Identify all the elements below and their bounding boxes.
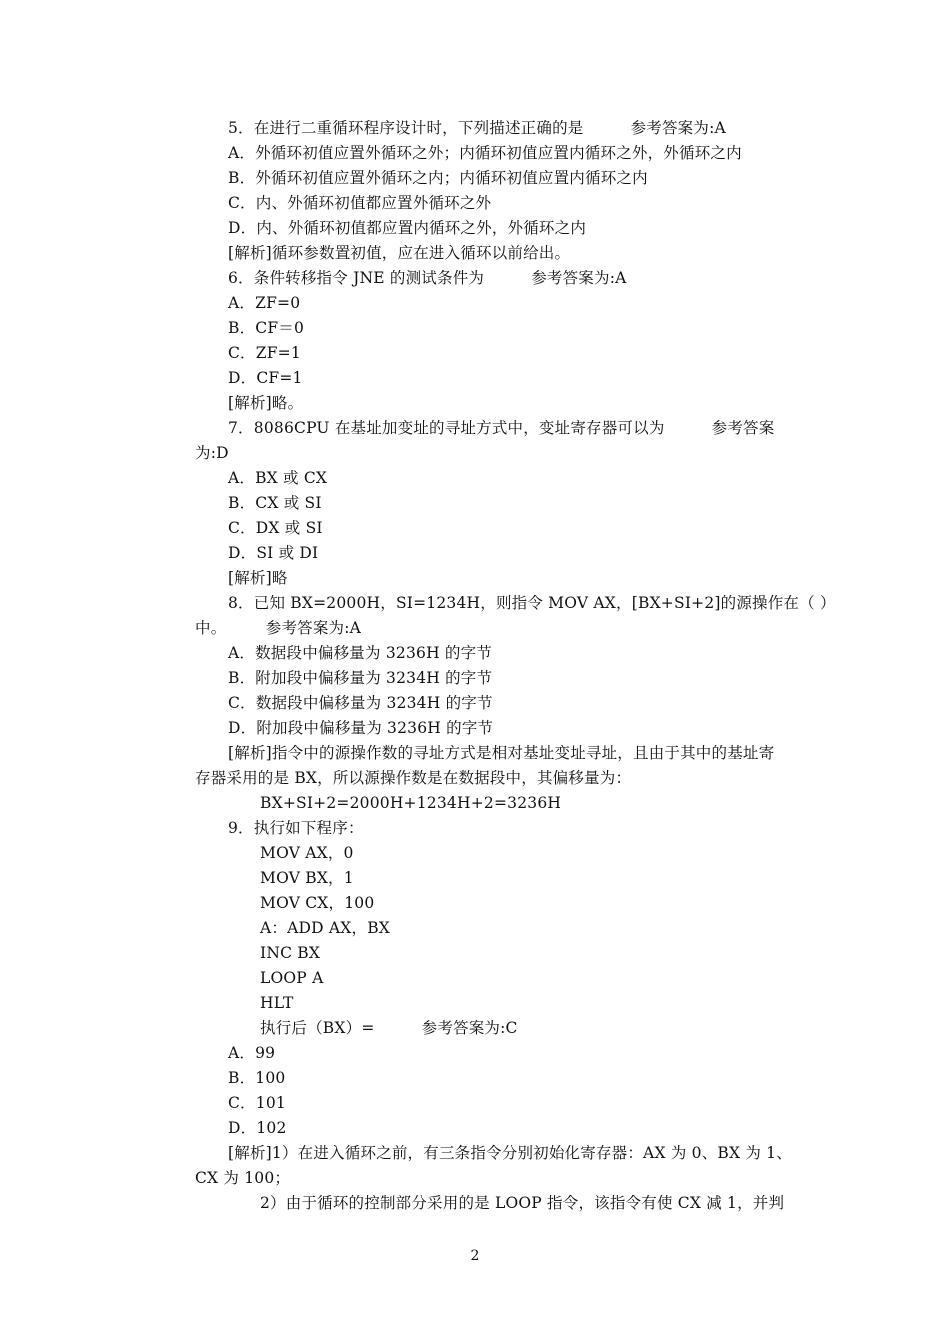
code-line: LOOP A [260,969,324,987]
code-line: MOV CX，100 [260,894,375,912]
text-line: B．外循环初值应置外循环之内；内循环初值应置内循环之内 [228,169,648,187]
text-line: D．内、外循环初值都应置内循环之外，外循环之内 [228,219,587,237]
text-line: 7．8086CPU 在基址加变址的寻址方式中，变址寄存器可以为 参考答案 [228,419,775,437]
text-line: A．ZF=0 [228,294,301,312]
text-line: 存器采用的是 BX，所以源操作数是在数据段中，其偏移量为： [195,769,632,787]
text-line: C．内、外循环初值都应置外循环之外 [228,194,492,212]
page-number: 2 [470,1248,480,1264]
text-line: B．附加段中偏移量为 3234H 的字节 [228,669,493,687]
text-line: C．ZF=1 [228,344,301,362]
text-line: [解析]循环参数置初值，应在进入循环以前给出。 [228,244,571,262]
text-line: A．BX 或 CX [228,469,328,487]
text-line: C．数据段中偏移量为 3234H 的字节 [228,694,493,712]
text-line: 9．执行如下程序： [228,819,364,837]
text-line: B．100 [228,1069,286,1087]
text-line: [解析]略 [228,569,288,587]
text-line: [解析]1）在进入循环之前，有三条指令分别初始化寄存器：AX 为 0、BX 为 1、 [228,1144,792,1162]
text-line: D．SI 或 DI [228,544,319,562]
text-line: A．外循环初值应置外循环之外；内循环初值应置内循环之外，外循环之内 [228,144,742,162]
code-line: MOV AX，0 [260,844,354,862]
text-line: C．101 [228,1094,286,1112]
text-line: D．102 [228,1119,287,1137]
text-line: 5．在进行二重循环程序设计时，下列描述正确的是 参考答案为:A [228,119,726,137]
text-line: [解析]指令中的源操作数的寻址方式是相对基址变址寻址，且由于其中的基址寄 [228,744,775,762]
text-line: B．CX 或 SI [228,494,322,512]
code-line: HLT [260,994,294,1012]
code-line: A：ADD AX，BX [260,919,391,937]
code-line: INC BX [260,944,321,962]
text-line: B．CF＝0 [228,319,305,337]
text-line: [解析]略。 [228,394,304,412]
text-line: D．CF=1 [228,369,303,387]
text-line: 8．已知 BX=2000H，SI=1234H，则指令 MOV AX，[BX+SI+2]的源操作在（ ） [228,594,836,612]
text-line: A．数据段中偏移量为 3236H 的字节 [228,644,493,662]
text-line: CX 为 100； [195,1169,291,1187]
text-line: 2）由于循环的控制部分采用的是 LOOP 指令，该指令有使 CX 减 1，并判 [260,1194,785,1212]
text-line: BX+SI+2=2000H+1234H+2=3236H [260,794,562,812]
text-line: C．DX 或 SI [228,519,323,537]
text-line: 6．条件转移指令 JNE 的测试条件为 参考答案为:A [228,269,627,287]
code-line: MOV BX，1 [260,869,354,887]
text-line: 为:D [195,444,229,462]
text-line: 中。 参考答案为:A [195,619,362,637]
text-line: A．99 [228,1044,276,1062]
text-line: 执行后（BX）= 参考答案为:C [260,1019,518,1037]
text-line: D．附加段中偏移量为 3236H 的字节 [228,719,494,737]
